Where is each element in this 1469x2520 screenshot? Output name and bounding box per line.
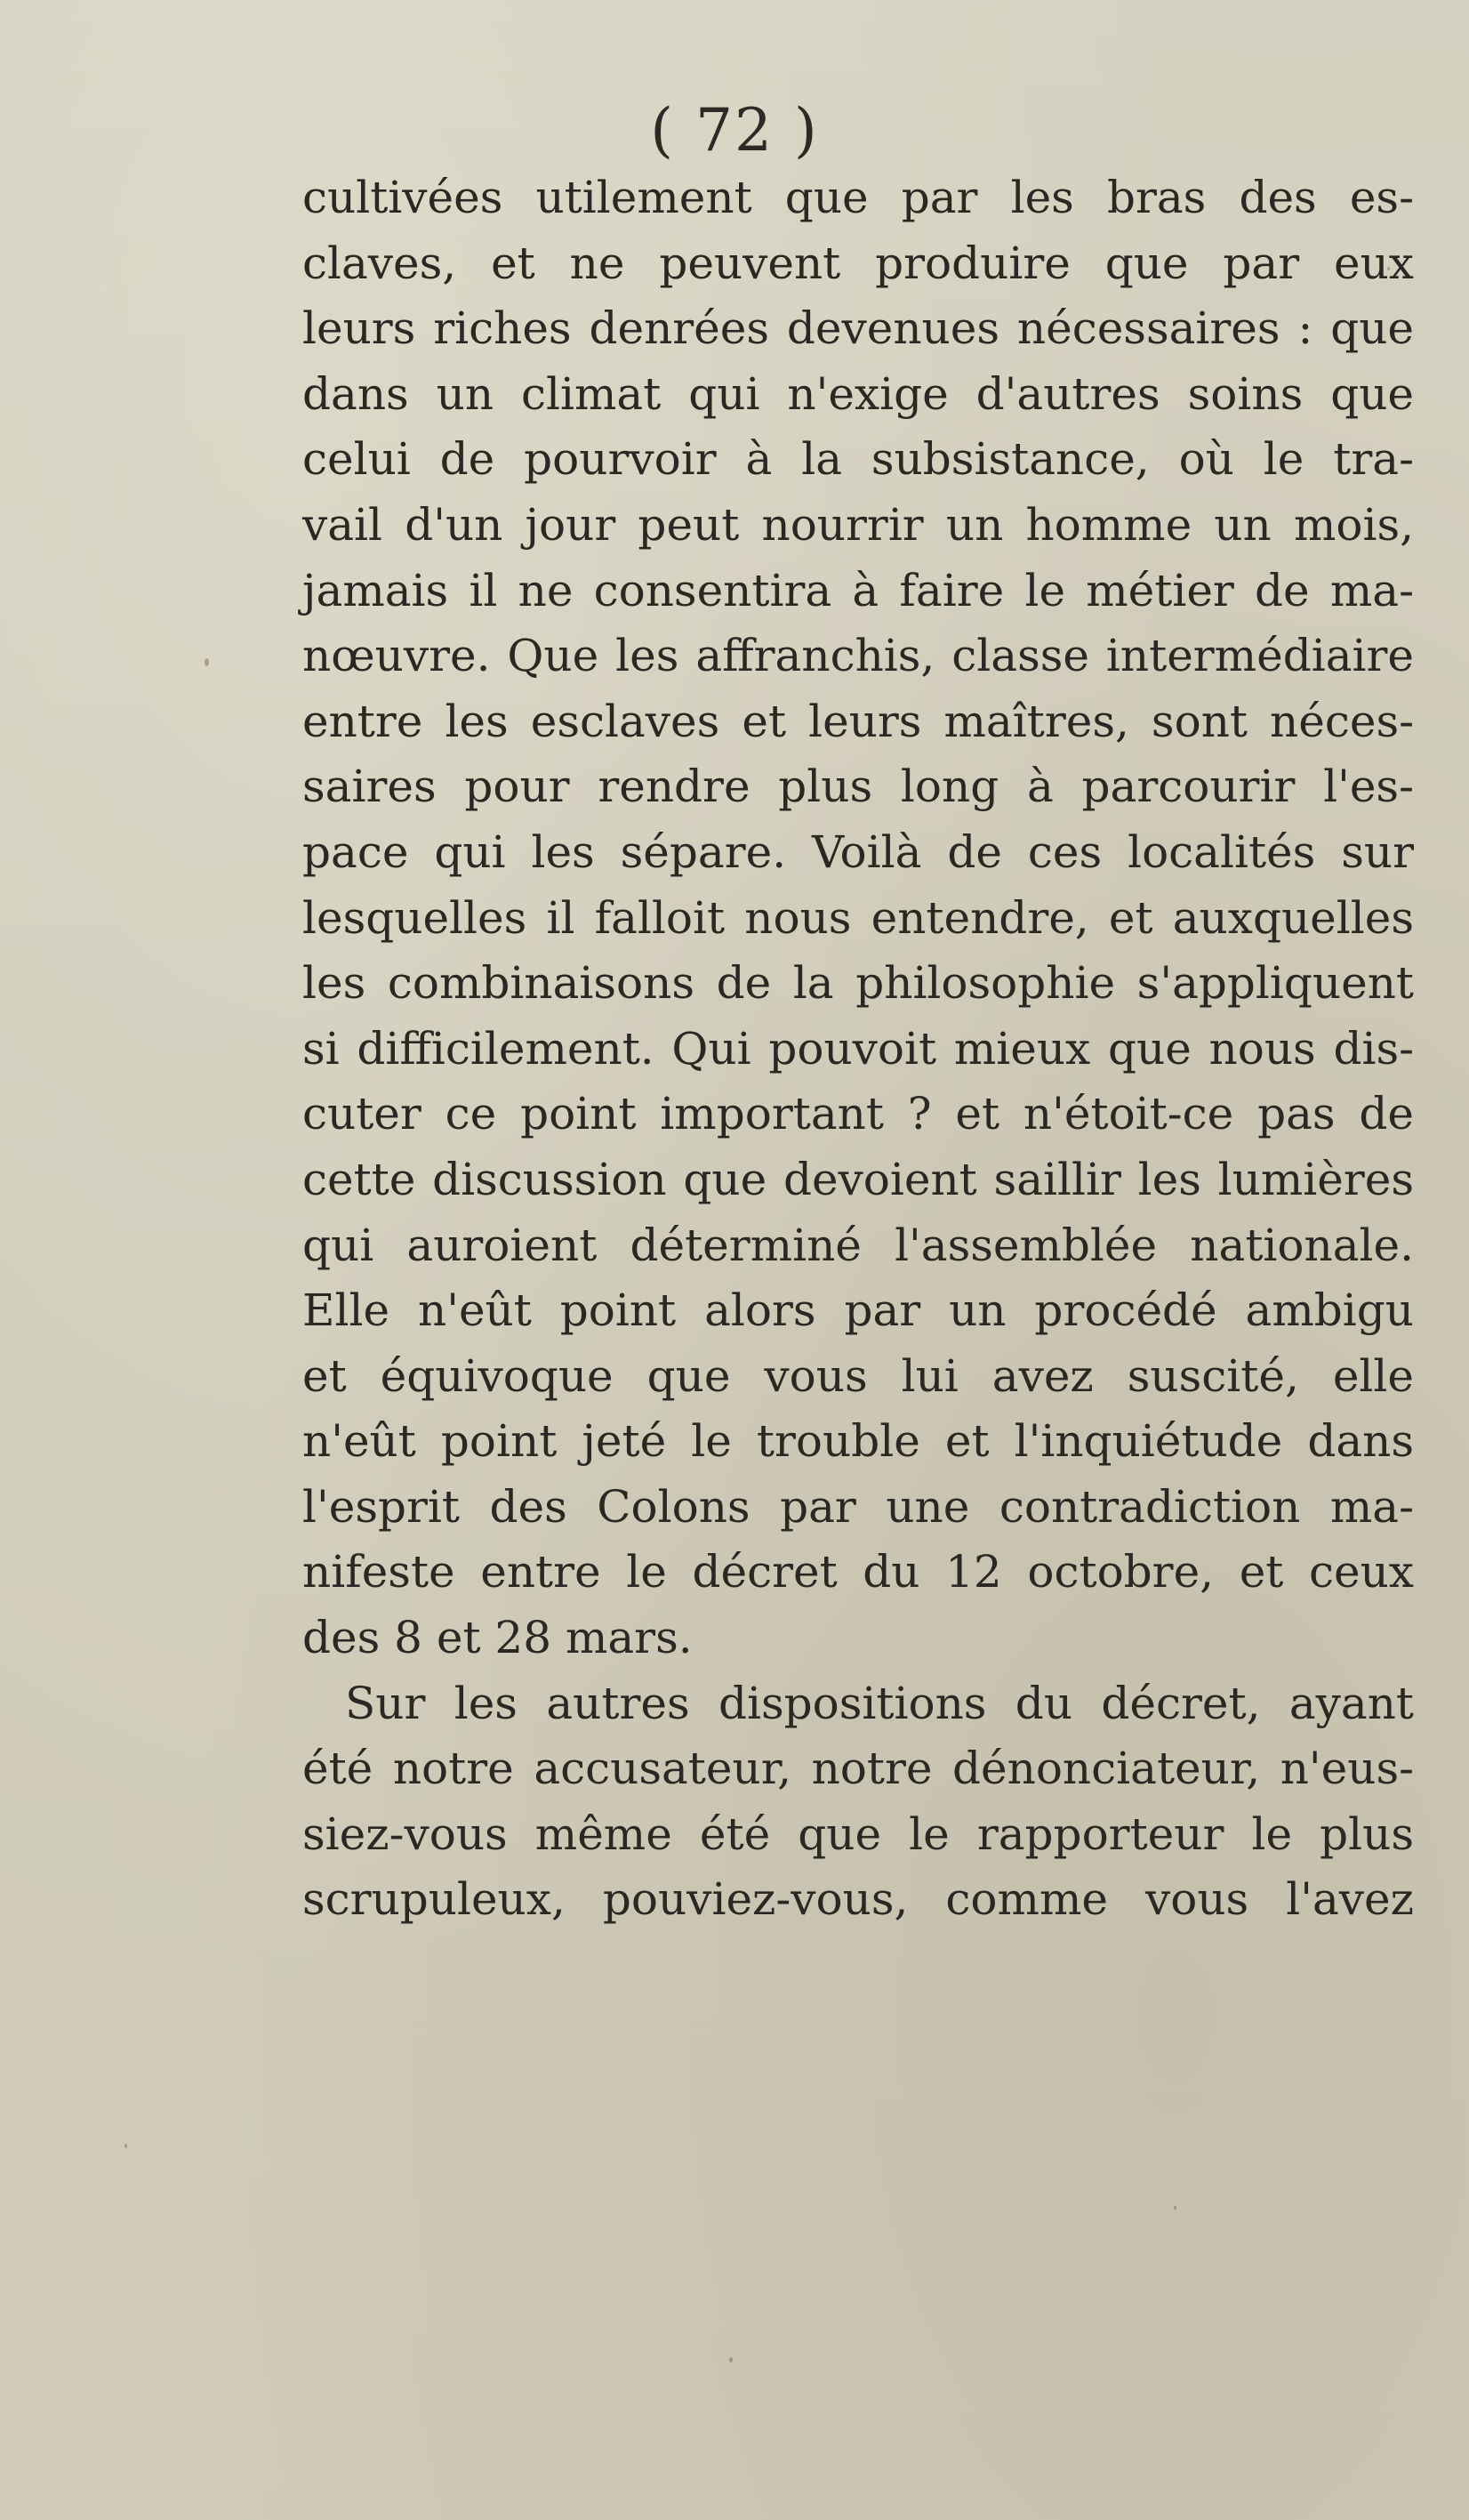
text-line: jamais il ne consentira à faire le métier de ma- xyxy=(302,564,1414,616)
text-line: claves, et ne peuvent produire que par eux xyxy=(302,237,1414,289)
text-line: n'eût point jeté le trouble et l'inquiétude dans xyxy=(302,1415,1414,1468)
paper-speck xyxy=(124,2144,127,2148)
text-line: saires pour rendre plus long à parcourir l'es- xyxy=(302,761,1414,813)
text-line: cultivées utilement que par les bras des es- xyxy=(302,172,1414,223)
text-line: et équivoque que vous lui avez suscité, elle xyxy=(302,1349,1414,1402)
text-line: dans un climat qui n'exige d'autres soins que xyxy=(302,367,1414,420)
text-line: scrupuleux, pouviez-vous, comme vous l'avez xyxy=(302,1873,1414,1926)
text-line: nœuvre. Que les affranchis, classe intermédiaire xyxy=(302,630,1414,682)
text-line: siez-vous même été que le rapporteur le plus xyxy=(302,1807,1414,1860)
paper-speck xyxy=(729,2357,733,2363)
text-line: des 8 et 28 mars. xyxy=(302,1612,693,1664)
text-line: celui de pourvoir à la subsistance, où le tra- xyxy=(302,433,1414,486)
text-line: cuter ce point important ? et n'étoit-ce pas de xyxy=(302,1088,1414,1140)
page-number: ( 72 ) xyxy=(650,96,819,165)
text-line: lesquelles il falloit nous entendre, et auxquelles xyxy=(302,891,1414,944)
text-line: l'esprit des Colons par une contradiction ma- xyxy=(302,1480,1414,1533)
text-line: leurs riches denrées devenues nécessaires : que xyxy=(302,302,1414,355)
text-line: nifeste entre le décret du 12 octobre, et ceux xyxy=(302,1546,1414,1598)
text-line: vail d'un jour peut nourrir un homme un mois, xyxy=(302,498,1414,551)
text-line: qui auroient déterminé l'assemblée nationale. xyxy=(302,1219,1414,1271)
text-line: été notre accusateur, notre dénonciateur, n'eus- xyxy=(302,1743,1414,1795)
body-text xyxy=(302,165,1414,1933)
text-line: Elle n'eût point alors par un procédé ambigu xyxy=(302,1284,1414,1337)
paper-speck xyxy=(1387,267,1390,270)
text-line: les combinaisons de la philosophie s'appliquent xyxy=(302,957,1414,1010)
text-line: entre les esclaves et leurs maîtres, sont néces- xyxy=(302,695,1414,747)
paper-speck xyxy=(205,658,209,666)
text-line: si difficilement. Qui pouvoit mieux que nous dis- xyxy=(302,1022,1414,1075)
paper-speck xyxy=(1174,2206,1176,2210)
text-line: pace qui les sépare. Voilà de ces localités sur xyxy=(302,825,1414,878)
text-line: cette discussion que devoient saillir les lumières xyxy=(302,1153,1414,1205)
text-line: Sur les autres dispositions du décret, ayant xyxy=(345,1677,1414,1729)
